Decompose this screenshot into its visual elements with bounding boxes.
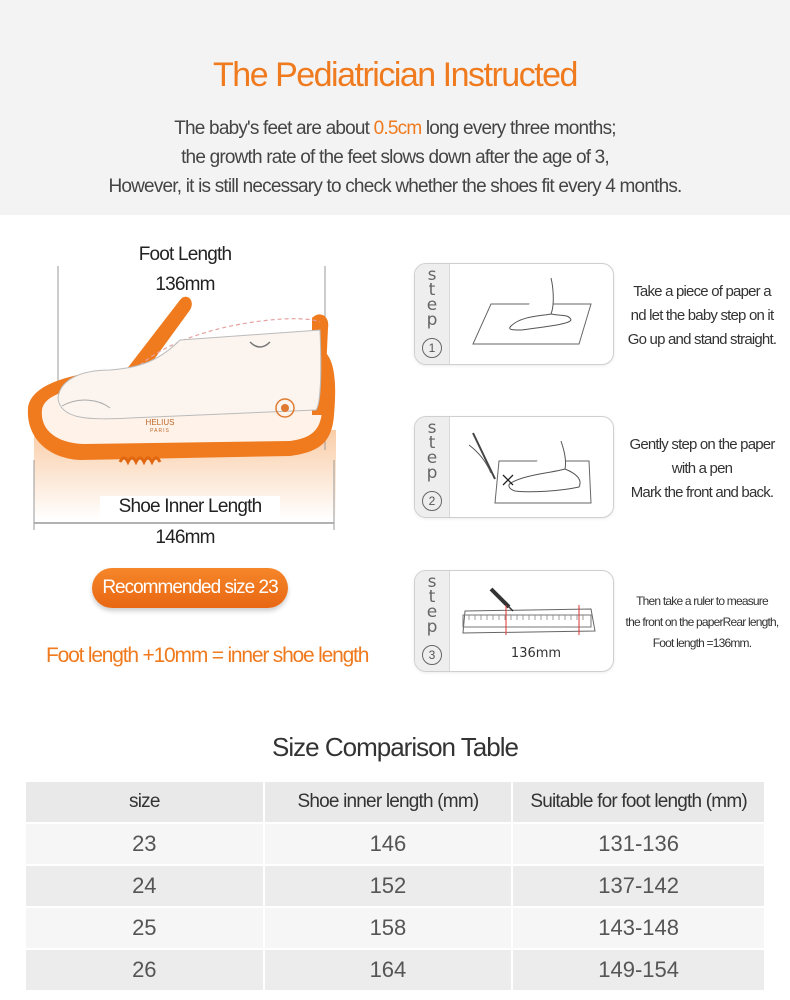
table-row [26, 950, 764, 990]
step-2-line-1: Gently step on the paper [629, 436, 775, 453]
cell-foot-length: 131-136 [511, 824, 764, 864]
foot-length-value: 136mm [155, 274, 215, 295]
step-3-tab [415, 571, 450, 671]
step-3-word: s t e p [426, 572, 438, 637]
intro-line-2: the growth rate of the feet slows down after the age of 3, [181, 147, 609, 168]
cell-inner-length: 164 [263, 950, 512, 990]
intro-line-1-end: long every three months; [421, 118, 616, 139]
step-3-line-1: Then take a ruler to measure [636, 594, 768, 608]
step-3-line-3: Foot length =136mm. [652, 636, 752, 650]
step-1-line-3: Go up and stand straight. [627, 331, 777, 348]
step-1-tab [415, 264, 450, 364]
step-3-card [414, 570, 614, 672]
table-row [26, 908, 764, 948]
step-1-number: 1 [422, 338, 442, 358]
cell-foot-length: 143-148 [511, 908, 764, 948]
ruler-measurement-label: 136mm [510, 646, 562, 661]
inner-length-value: 146mm [155, 527, 215, 548]
header-foot-length: Suitable for foot length (mm) [511, 782, 764, 822]
intro-line-1-start: The baby's feet are about [174, 118, 374, 139]
brand-logo-text: HELIUS [145, 418, 175, 427]
pen-marking-icon [451, 417, 611, 517]
table-header-row [26, 782, 764, 822]
size-formula: Foot length +10mm = inner shoe length [46, 644, 369, 667]
table-row [26, 866, 764, 906]
step-2-word: s t e p [426, 418, 438, 483]
shoe-diagram [20, 230, 400, 690]
intro-text [0, 114, 790, 201]
foot-length-label: Foot Length [138, 244, 232, 265]
cell-inner-length: 146 [263, 824, 512, 864]
step-1-card [414, 263, 614, 365]
header-size: size [26, 782, 263, 822]
cell-size: 23 [26, 824, 263, 864]
inner-length-label: Shoe Inner Length [100, 496, 280, 518]
header-section [0, 0, 790, 215]
step-2-line-2: with a pen [671, 460, 733, 477]
step-3-number: 3 [422, 645, 442, 665]
table-row [26, 824, 764, 864]
step-3-line-2: the front on the paperRear length, [625, 615, 779, 629]
step-2-line-3: Mark the front and back. [630, 484, 774, 501]
page-title: The Pediatrician Instructed [213, 56, 577, 94]
size-table-title: Size Comparison Table [272, 732, 518, 762]
cell-foot-length: 137-142 [511, 866, 764, 906]
cell-foot-length: 149-154 [511, 950, 764, 990]
cell-inner-length: 152 [263, 866, 512, 906]
step-1-description [614, 280, 790, 352]
step-1-line-1: Take a piece of paper a [633, 283, 771, 300]
intro-line-3: However, it is still necessary to check whether the shoes fit every 4 months. [108, 176, 682, 197]
cell-inner-length: 158 [263, 908, 512, 948]
cell-size: 26 [26, 950, 263, 990]
step-1-word: s t e p [426, 265, 438, 330]
header-inner-length: Shoe inner length (mm) [263, 782, 512, 822]
size-comparison-table [26, 780, 764, 992]
step-2-number: 2 [422, 491, 442, 511]
intro-highlight: 0.5cm [373, 118, 422, 139]
cell-size: 25 [26, 908, 263, 948]
step-2-card [414, 416, 614, 518]
recommended-size-badge: Recommended size 23 [92, 568, 288, 608]
cell-size: 24 [26, 866, 263, 906]
intro-line-1 [0, 114, 790, 143]
brand-logo-subtext: PARIS [150, 428, 170, 434]
step-2-description [614, 433, 790, 505]
step-3-description [614, 591, 790, 654]
paper-and-foot-icon [451, 264, 611, 364]
step-1-line-2: nd let the baby step on it [630, 307, 774, 324]
step-2-tab [415, 417, 450, 517]
